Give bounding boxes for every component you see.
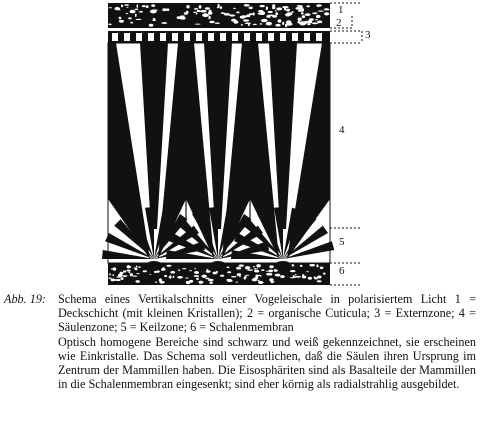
crystal-speck xyxy=(260,23,262,25)
crystal-speck xyxy=(249,13,253,15)
membrane-grain xyxy=(185,278,189,279)
externzone-block xyxy=(148,33,154,41)
crystal-speck xyxy=(130,10,136,14)
crystal-speck xyxy=(146,5,149,8)
membrane-grain xyxy=(269,270,273,273)
crystal-speck xyxy=(282,22,284,25)
crystal-speck xyxy=(193,12,197,13)
layer-label-1: 1 xyxy=(338,4,344,16)
caption-paragraph: Optisch homogene Bereiche sind schwarz und weiß gekennzeichnet, sie erscheinen wie Einkristalle. Das Schema soll verdeutlichen, daß die Säulen ihren Ursprung im Zentrum der Mammillen haben. Die Eisosphäriten sind als Basalteile der Mammillen in die Schalenmembran eingesenkt; sind eher körnig als radialstrahlig ausgebildet. xyxy=(58,334,476,392)
membrane-grain xyxy=(295,274,296,276)
crystal-speck xyxy=(162,8,167,11)
membrane-grain xyxy=(306,271,309,272)
membrane-grain xyxy=(134,268,136,269)
membrane-grain xyxy=(227,279,232,282)
label-leader-lines xyxy=(330,3,362,285)
crystal-speck xyxy=(240,16,246,19)
crystal-speck xyxy=(269,15,274,17)
crystal-speck xyxy=(135,19,141,20)
membrane-grain xyxy=(254,268,257,269)
externzone-block xyxy=(256,33,262,41)
membrane-grain xyxy=(159,278,162,281)
membrane-grain xyxy=(254,270,259,273)
crystal-speck xyxy=(135,9,139,11)
crystal-speck xyxy=(316,15,321,18)
crystal-speck xyxy=(276,7,282,10)
crystal-speck xyxy=(295,7,301,10)
crystal-speck xyxy=(266,23,272,25)
crystal-speck xyxy=(200,10,206,13)
crystal-speck xyxy=(137,4,139,7)
crystal-speck xyxy=(215,23,220,24)
membrane-grain xyxy=(208,279,214,282)
crystal-speck xyxy=(199,11,201,12)
crystal-speck xyxy=(266,15,269,17)
crystal-speck xyxy=(221,12,225,14)
membrane-grain xyxy=(245,275,247,278)
crystal-speck xyxy=(275,12,278,15)
membrane-grain xyxy=(231,276,236,277)
membrane-grain xyxy=(269,278,273,281)
crystal-speck xyxy=(266,6,268,10)
externzone-block xyxy=(304,33,310,41)
membrane-grain xyxy=(247,269,253,270)
crystal-speck xyxy=(218,4,220,8)
membrane-grain xyxy=(257,280,259,282)
membrane-grain xyxy=(239,264,244,266)
caption-body xyxy=(58,292,476,391)
crystal-speck xyxy=(209,21,214,23)
crystal-speck xyxy=(307,23,311,25)
crystal-speck xyxy=(272,6,275,9)
membrane-grain xyxy=(309,265,314,267)
layer-label-4: 4 xyxy=(339,124,345,136)
membrane-grain xyxy=(194,271,199,274)
crystal-speck xyxy=(108,24,111,26)
crystal-speck xyxy=(262,20,265,22)
membrane-grain xyxy=(109,273,111,275)
membrane-grain xyxy=(237,273,241,276)
crystal-speck xyxy=(161,22,167,24)
crystal-speck xyxy=(186,11,189,14)
membrane-grain xyxy=(245,266,250,269)
membrane-grain xyxy=(290,277,295,278)
externzone-block xyxy=(292,33,298,41)
crystal-speck xyxy=(202,13,209,17)
externzone-block xyxy=(232,33,238,41)
crystal-speck xyxy=(119,17,122,20)
crystal-speck xyxy=(301,12,304,14)
membrane-grain xyxy=(166,265,171,267)
eisosphaerit xyxy=(274,261,292,271)
caption-label: Abb. 19: xyxy=(4,292,46,306)
membrane-grain xyxy=(235,282,238,283)
layer-label-5: 5 xyxy=(339,236,345,248)
membrane-grain xyxy=(136,273,140,274)
membrane-grain xyxy=(110,279,115,282)
crystal-speck xyxy=(128,17,132,19)
crystal-speck xyxy=(109,7,113,8)
eisosphaerit xyxy=(145,261,163,271)
crystal-speck xyxy=(249,7,253,10)
externzone-layer xyxy=(108,29,330,43)
crystal-speck xyxy=(139,11,143,13)
membrane-grain xyxy=(178,269,180,271)
membrane-grain xyxy=(258,281,263,284)
membrane-grain xyxy=(127,265,130,268)
eisosphaerit xyxy=(209,261,227,271)
membrane-grain xyxy=(182,268,186,269)
membrane-grain xyxy=(269,265,273,268)
crystal-speck xyxy=(318,11,325,12)
membrane-grain xyxy=(143,270,147,272)
membrane-grain xyxy=(164,275,167,277)
crystal-speck xyxy=(208,16,210,20)
membrane-grain xyxy=(177,276,183,279)
crystal-speck xyxy=(186,5,189,8)
crystal-speck xyxy=(199,5,202,9)
schalenmembran-layer xyxy=(108,261,330,285)
crystal-speck xyxy=(285,24,287,28)
crystal-speck xyxy=(234,20,239,23)
externzone-block xyxy=(244,33,250,41)
membrane-grain xyxy=(202,275,207,278)
membrane-grain xyxy=(119,272,123,275)
membrane-grain xyxy=(220,275,224,277)
membrane-grain xyxy=(123,270,126,272)
crystal-speck xyxy=(241,24,244,25)
crystal-speck xyxy=(118,9,121,10)
crystal-speck xyxy=(126,13,128,14)
membrane-grain xyxy=(169,275,171,278)
membrane-grain xyxy=(206,270,211,273)
crystal-speck xyxy=(312,22,319,24)
caption-paragraph: Schema eines Vertikalschnitts einer Vogeleischale in polarisiertem Licht 1 = Deckschicht (mit kleinen Kristallen); 2 = organische Cuticula; 3 = Externzone; 4 = Säulenzone; 5 = Keilzone; 6 = Schalenmembran xyxy=(58,292,476,335)
membrane-grain xyxy=(236,267,241,270)
membrane-grain xyxy=(122,275,127,276)
externzone-block xyxy=(136,33,142,41)
membrane-grain xyxy=(130,273,133,276)
crystal-speck xyxy=(307,20,312,23)
crystal-speck xyxy=(194,8,199,10)
externzone-block xyxy=(196,33,202,41)
membrane-grain xyxy=(189,280,193,283)
crystal-speck xyxy=(196,13,198,15)
membrane-grain xyxy=(136,280,140,283)
membrane-grain xyxy=(253,266,255,267)
membrane-grain xyxy=(111,268,113,270)
externzone-block xyxy=(280,33,286,41)
crystal-speck xyxy=(152,9,158,10)
externzone-block xyxy=(124,33,130,41)
externzone-block xyxy=(208,33,214,41)
membrane-grain xyxy=(205,278,209,280)
membrane-grain xyxy=(189,270,192,271)
externzone-block xyxy=(184,33,190,41)
membrane-grain xyxy=(256,264,261,267)
crystal-speck xyxy=(297,5,303,7)
membrane-grain xyxy=(194,275,199,277)
layer-label-3: 3 xyxy=(365,29,371,41)
crystal-speck xyxy=(142,5,146,7)
crystal-speck xyxy=(253,24,257,25)
membrane-grain xyxy=(113,267,116,270)
crystal-speck xyxy=(268,11,273,13)
crystal-speck xyxy=(258,10,263,12)
membrane-grain xyxy=(210,282,213,284)
crystal-speck xyxy=(205,7,210,9)
membrane-grain xyxy=(113,274,114,276)
crystal-speck xyxy=(275,24,280,27)
crystal-speck xyxy=(284,7,286,10)
crystal-speck xyxy=(297,21,300,24)
crystal-speck xyxy=(298,10,303,12)
cuticula-gap xyxy=(108,29,330,31)
crystal-speck xyxy=(317,5,319,7)
externzone-block xyxy=(172,33,178,41)
membrane-grain xyxy=(320,267,324,270)
membrane-grain xyxy=(196,278,199,280)
membrane-grain xyxy=(138,267,141,268)
crystal-speck xyxy=(317,21,322,24)
membrane-grain xyxy=(127,270,131,272)
membrane-grain xyxy=(129,272,131,274)
crystal-speck xyxy=(285,13,291,16)
crystal-speck xyxy=(135,14,137,18)
deckschicht-layer xyxy=(108,3,330,28)
membrane-grain xyxy=(155,281,157,283)
membrane-grain xyxy=(252,278,257,281)
crystal-speck xyxy=(151,4,155,7)
crystal-speck xyxy=(233,8,236,9)
membrane-grain xyxy=(255,275,258,278)
membrane-grain xyxy=(150,274,152,275)
membrane-grain xyxy=(266,273,270,276)
crystal-speck xyxy=(291,11,293,13)
crystal-speck xyxy=(121,5,123,8)
crystal-speck xyxy=(149,24,154,27)
crystal-speck xyxy=(195,24,201,25)
externzone-block xyxy=(160,33,166,41)
membrane-grain xyxy=(295,276,301,278)
membrane-grain xyxy=(280,275,284,278)
membrane-grain xyxy=(314,277,318,279)
crystal-speck xyxy=(127,7,129,8)
membrane-grain xyxy=(323,273,326,275)
crystal-speck xyxy=(275,10,277,12)
membrane-grain xyxy=(257,268,258,269)
membrane-grain xyxy=(194,268,195,270)
membrane-grain xyxy=(317,280,322,282)
crystal-speck xyxy=(208,12,212,15)
membrane-grain xyxy=(227,271,231,273)
membrane-grain xyxy=(121,277,124,280)
crystal-speck xyxy=(153,18,156,20)
membrane-grain xyxy=(261,269,264,271)
membrane-grain xyxy=(216,271,218,273)
layer-label-6: 6 xyxy=(339,265,345,277)
membrane-grain xyxy=(170,271,175,274)
crystal-speck xyxy=(302,15,305,18)
externzone-block xyxy=(112,33,118,41)
membrane-grain xyxy=(116,276,122,277)
crystal-speck xyxy=(315,19,318,20)
crystal-speck xyxy=(260,5,265,7)
crystal-speck xyxy=(220,6,223,9)
crystal-speck xyxy=(180,17,186,20)
crystal-speck xyxy=(245,23,251,25)
crystal-speck xyxy=(236,11,239,13)
crystal-speck xyxy=(312,12,317,14)
membrane-grain xyxy=(290,270,296,272)
membrane-grain xyxy=(300,265,303,267)
membrane-grain xyxy=(173,276,175,278)
crystal-speck xyxy=(305,13,311,16)
externzone-block xyxy=(220,33,226,41)
membrane-grain xyxy=(133,276,138,277)
crystal-speck xyxy=(304,21,307,24)
crystal-speck xyxy=(217,7,219,8)
membrane-grain xyxy=(302,276,306,279)
saeulenzone-columns xyxy=(102,43,334,263)
membrane-grain xyxy=(198,281,203,284)
crystal-speck xyxy=(124,4,129,6)
membrane-grain xyxy=(316,264,318,267)
membrane-grain xyxy=(275,274,280,277)
membrane-grain xyxy=(109,278,112,279)
membrane-grain xyxy=(302,274,304,276)
crystal-speck xyxy=(180,15,185,17)
crystal-speck xyxy=(286,20,292,24)
crystal-speck xyxy=(298,18,302,21)
crystal-speck xyxy=(119,20,124,23)
membrane-grain xyxy=(293,275,295,277)
crystal-speck xyxy=(278,19,282,22)
membrane-grain xyxy=(116,279,121,281)
crystal-speck xyxy=(130,22,133,24)
crystal-speck xyxy=(243,19,249,22)
crystal-speck xyxy=(324,12,329,15)
layer-label-2: 2 xyxy=(336,17,342,29)
membrane-grain xyxy=(308,277,312,280)
externzone-block xyxy=(316,33,322,41)
crystal-speck xyxy=(324,8,329,10)
crystal-speck xyxy=(244,4,250,7)
membrane-grain xyxy=(136,266,138,268)
crystal-speck xyxy=(306,5,310,7)
externzone-block xyxy=(268,33,274,41)
